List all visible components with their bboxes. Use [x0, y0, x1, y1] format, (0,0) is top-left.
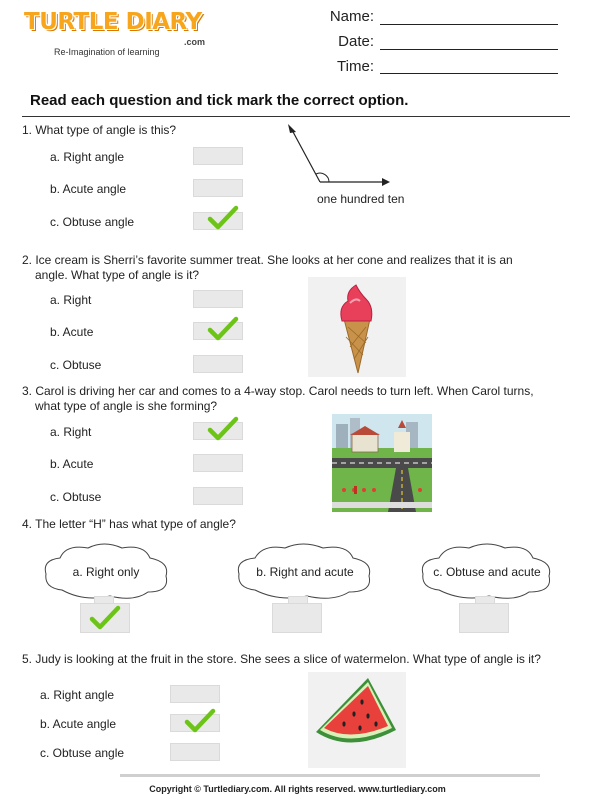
- copyright-footer: Copyright © Turtlediary.com. All rights reserved. www.turtlediary.com: [149, 784, 446, 794]
- q5-option-c: c. Obtuse angle: [40, 746, 125, 760]
- q3-option-a: a. Right: [50, 425, 92, 439]
- footer-divider: [120, 774, 540, 777]
- q1-option-c: c. Obtuse angle: [50, 215, 135, 229]
- cloud-option-b-label: b. Right and acute: [256, 565, 354, 579]
- check-mark-icon: [207, 205, 239, 231]
- check-mark-icon: [207, 316, 239, 342]
- logo-tagline: Re-Imagination of learning: [54, 47, 160, 57]
- question-2-text-line2: angle. What type of angle is it?: [35, 268, 200, 282]
- question-3-text-line2: what type of angle is she forming?: [35, 399, 218, 413]
- q1-option-a: a. Right angle: [50, 150, 125, 164]
- q2-option-a: a. Right: [50, 293, 92, 307]
- q3-option-b: b. Acute: [50, 457, 94, 471]
- check-mark-icon: [207, 416, 239, 442]
- turtle-diary-logo: [24, 9, 224, 61]
- watermelon-slice-image: [308, 672, 406, 768]
- q3-answer-box-c[interactable]: [193, 487, 243, 505]
- name-label: Name:: [329, 8, 374, 25]
- q4-answer-box-b-stem: [288, 596, 308, 604]
- cloud-option-a[interactable]: [40, 540, 175, 604]
- q2-answer-box-c[interactable]: [193, 355, 243, 373]
- q5-answer-box-a[interactable]: [170, 685, 220, 703]
- q1-option-b: b. Acute angle: [50, 182, 127, 196]
- heading-divider: [22, 116, 570, 117]
- question-5-text: 5. Judy is looking at the fruit in the store. She sees a slice of watermelon. What type of angle is it?: [22, 652, 541, 666]
- q4-answer-box-c-stem: [475, 596, 495, 604]
- question-3-text-line1: 3. Carol is driving her car and comes to a 4-way stop. Carol needs to turn left. When Carol turns,: [22, 384, 534, 398]
- q1-answer-box-a[interactable]: [193, 147, 243, 165]
- instructions-heading: Read each question and tick mark the correct option.: [30, 92, 409, 109]
- check-mark-icon: [89, 605, 121, 631]
- cloud-option-b[interactable]: [233, 540, 378, 604]
- ice-cream-cone-image: [308, 277, 406, 377]
- angle-caption: one hundred ten: [317, 192, 405, 206]
- logo-com: .com: [184, 37, 206, 47]
- logo-text: TURTLE DIARY: [24, 9, 202, 35]
- q3-answer-box-b[interactable]: [193, 454, 243, 472]
- question-2-text-line1: 2. Ice cream is Sherri’s favorite summer treat. She looks at her cone and realizes that it is an: [22, 253, 513, 267]
- name-line[interactable]: [380, 24, 558, 25]
- q4-answer-box-c[interactable]: [459, 603, 509, 633]
- cloud-option-c-label: c. Obtuse and acute: [433, 565, 541, 579]
- q2-answer-box-a[interactable]: [193, 290, 243, 308]
- cloud-option-c[interactable]: [417, 540, 557, 604]
- question-4-text: 4. The letter “H” has what type of angle?: [22, 517, 236, 531]
- question-1-text: 1. What type of angle is this?: [22, 123, 177, 137]
- q5-option-b: b. Acute angle: [40, 717, 117, 731]
- date-line[interactable]: [380, 49, 558, 50]
- check-mark-icon: [184, 708, 216, 734]
- q4-answer-box-b[interactable]: [272, 603, 322, 633]
- date-label: Date:: [338, 33, 374, 50]
- q3-option-c: c. Obtuse: [50, 490, 102, 504]
- q5-answer-box-c[interactable]: [170, 743, 220, 761]
- time-line[interactable]: [380, 73, 558, 74]
- q1-answer-box-b[interactable]: [193, 179, 243, 197]
- q2-option-b: b. Acute: [50, 325, 94, 339]
- q2-option-c: c. Obtuse: [50, 358, 102, 372]
- q4-answer-box-a-stem: [94, 596, 114, 604]
- cloud-option-a-label: a. Right only: [72, 565, 140, 579]
- time-label: Time:: [337, 58, 374, 75]
- street-intersection-image: [332, 414, 432, 512]
- q5-option-a: a. Right angle: [40, 688, 115, 702]
- obtuse-angle-figure: [282, 120, 402, 195]
